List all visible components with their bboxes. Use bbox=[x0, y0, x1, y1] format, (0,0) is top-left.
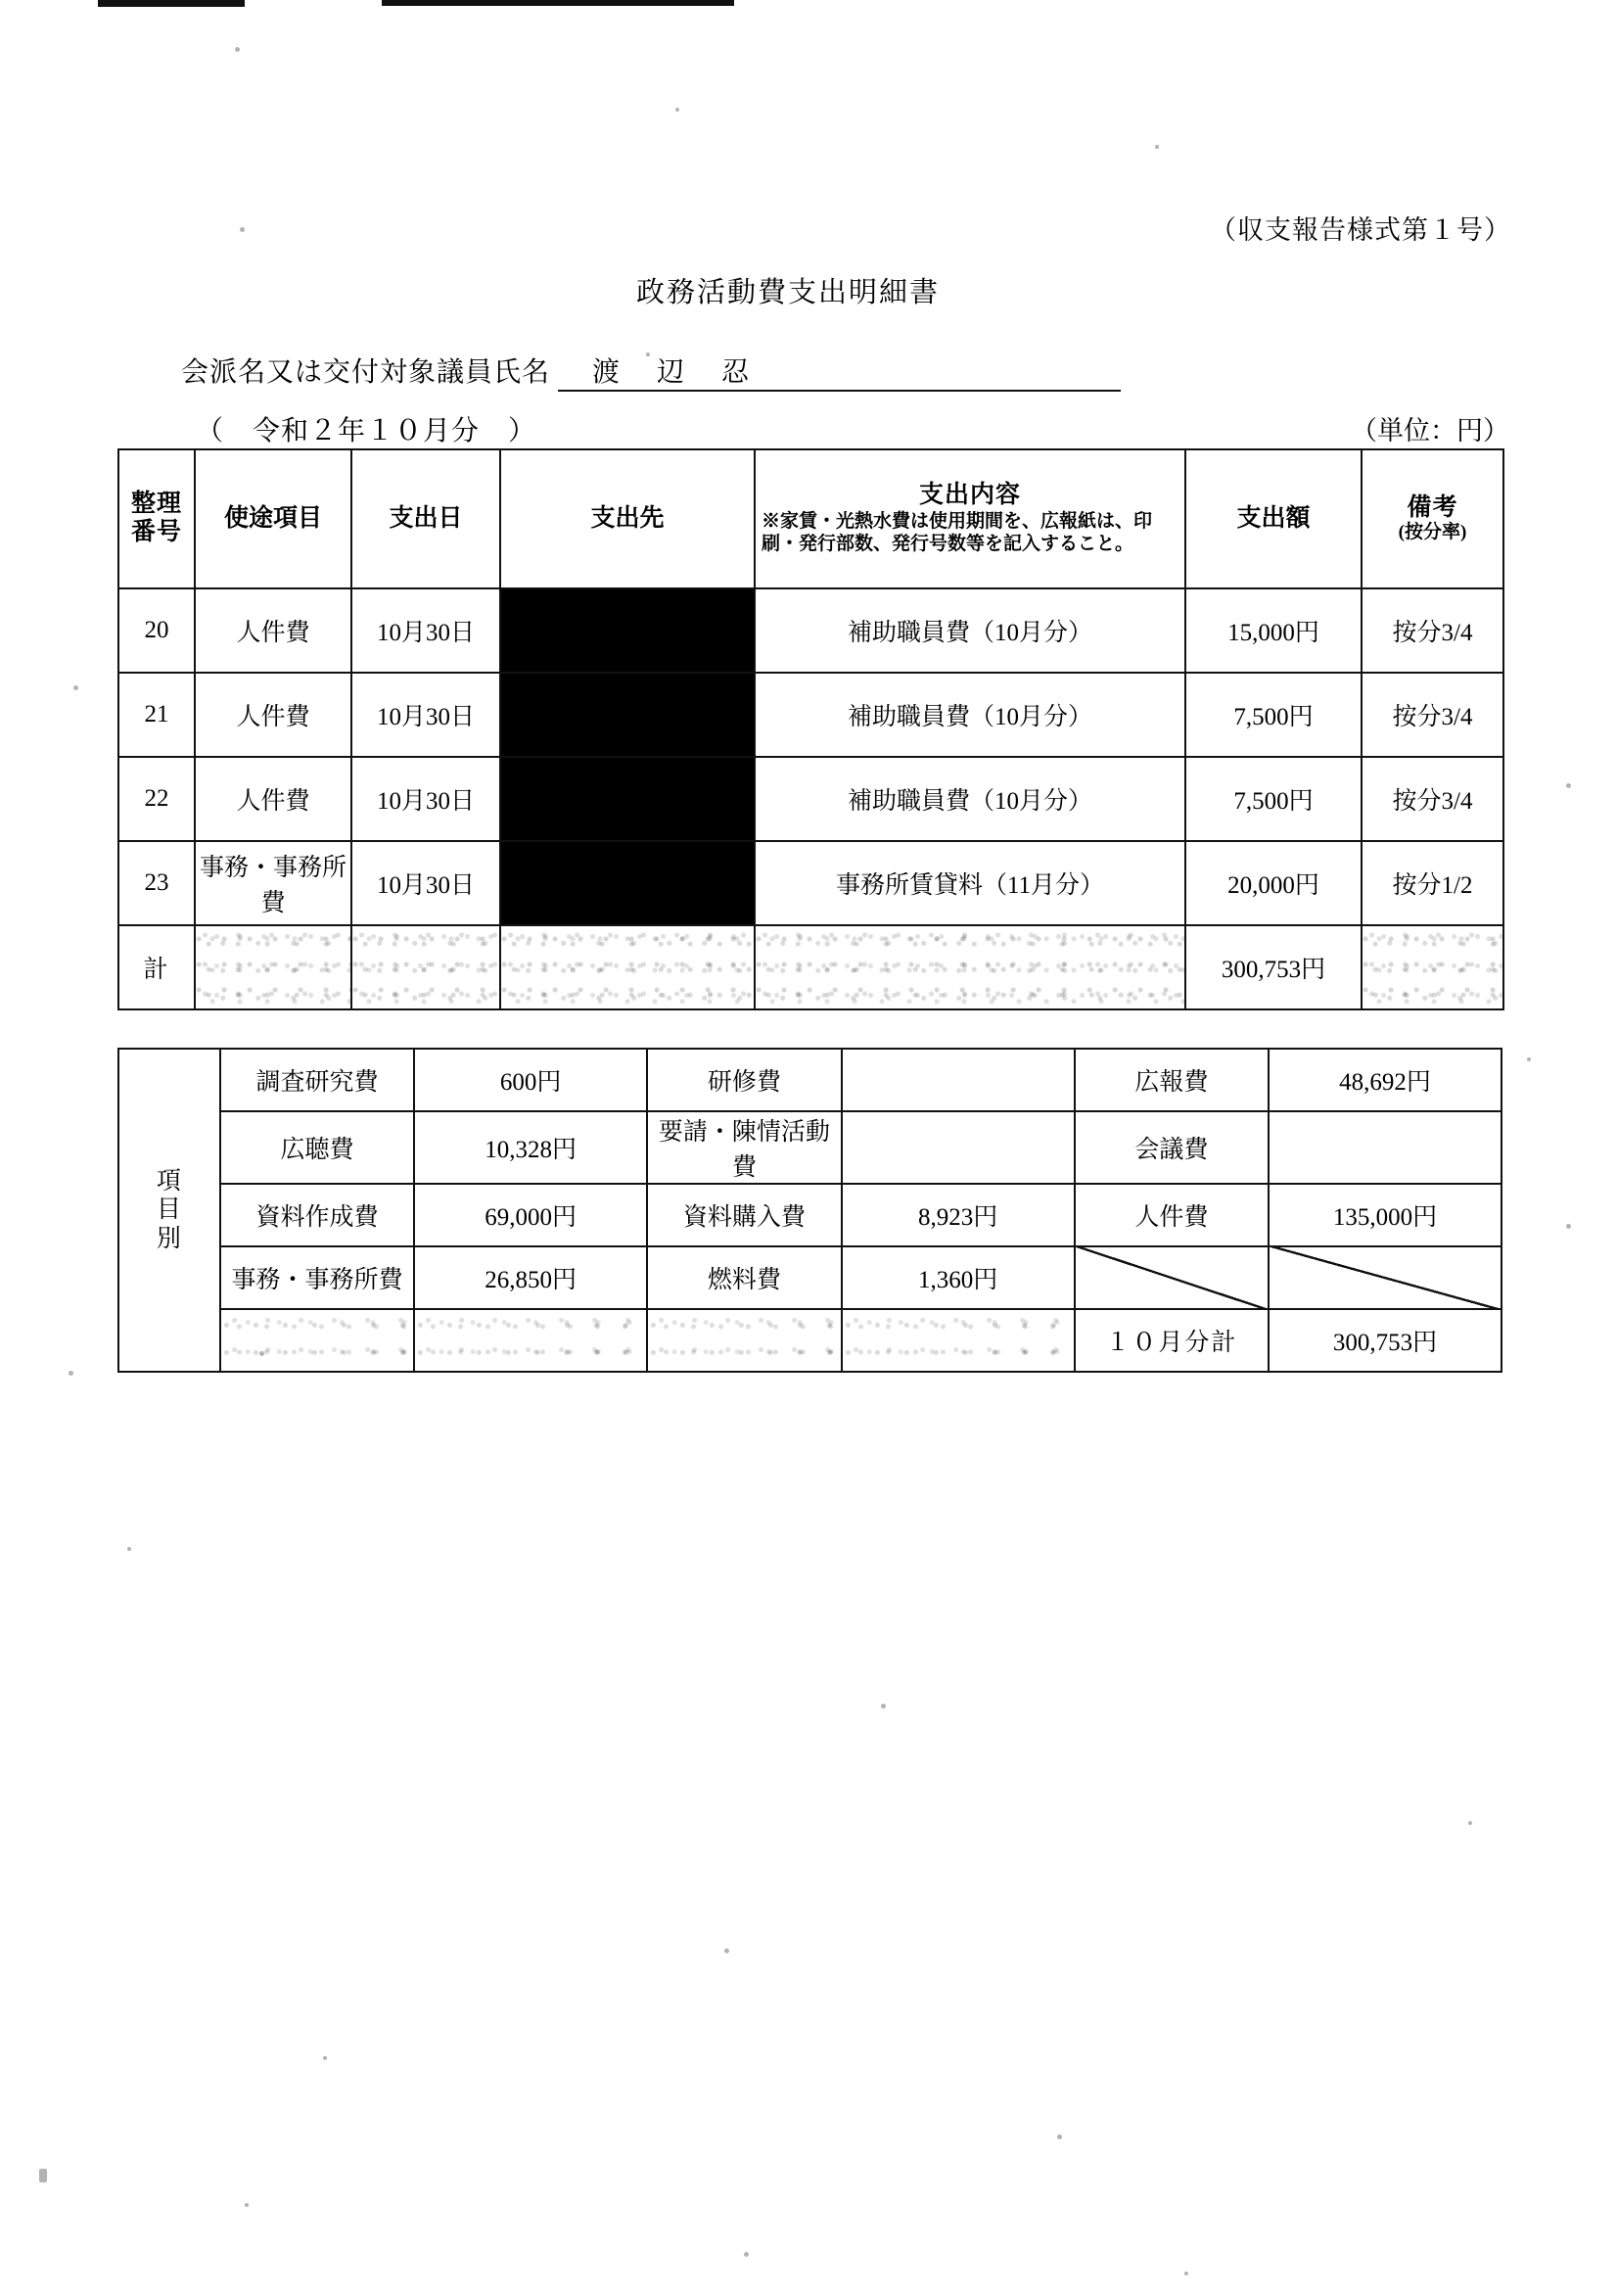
column-header-amount: 支出額 bbox=[1185, 449, 1362, 588]
member-name-value: 渡辺忍 bbox=[558, 351, 1121, 392]
cell-date: 10月30日 bbox=[351, 841, 500, 925]
cell-payee-redacted bbox=[500, 588, 755, 673]
total-blank-remark bbox=[1362, 925, 1503, 1009]
summary-key: 人件費 bbox=[1075, 1184, 1270, 1246]
unit-label: （単位：円） bbox=[1351, 416, 1509, 445]
cell-payee-redacted bbox=[500, 757, 755, 841]
column-header-payee: 支出先 bbox=[500, 449, 755, 588]
member-name-label: 会派名又は交付対象議員氏名 bbox=[181, 357, 551, 388]
summary-empty-diagonal bbox=[1269, 1246, 1502, 1309]
column-header-detail-note: ※家賃・光熱水費は使用期間を、広報紙は、印刷・発行部数、発行号数等を記入すること。 bbox=[762, 510, 1153, 555]
form-code: （収支報告様式第１号） bbox=[1210, 215, 1511, 245]
table-header-row bbox=[118, 449, 1503, 588]
cell-amount: 20,000円 bbox=[1185, 841, 1362, 925]
cell-payee-redacted bbox=[500, 673, 755, 757]
month-total-value: 300,753円 bbox=[1269, 1309, 1502, 1372]
column-header-remark-sub: (按分率) bbox=[1398, 522, 1467, 543]
total-blank-item bbox=[195, 925, 351, 1009]
summary-key: 要請・陳情活動費 bbox=[647, 1111, 842, 1184]
table-row bbox=[118, 673, 1503, 757]
table-row bbox=[118, 757, 1503, 841]
cell-remark: 按分3/4 bbox=[1362, 757, 1503, 841]
summary-row bbox=[118, 1184, 1502, 1246]
cell-amount: 7,500円 bbox=[1185, 757, 1362, 841]
cell-amount: 7,500円 bbox=[1185, 673, 1362, 757]
category-summary-table bbox=[117, 1048, 1502, 1373]
cell-amount: 15,000円 bbox=[1185, 588, 1362, 673]
table-total-row bbox=[118, 925, 1503, 1009]
cell-no: 23 bbox=[118, 841, 195, 925]
member-name-row bbox=[181, 351, 1121, 392]
column-header-detail bbox=[755, 449, 1185, 588]
cell-remark: 按分3/4 bbox=[1362, 673, 1503, 757]
summary-value: 1,360円 bbox=[842, 1246, 1075, 1309]
summary-blank bbox=[220, 1309, 415, 1372]
summary-key: 資料購入費 bbox=[647, 1184, 842, 1246]
summary-value bbox=[842, 1111, 1075, 1184]
summary-key: 広聴費 bbox=[220, 1111, 415, 1184]
period-label: （ 令和２年１０月分 ） bbox=[196, 416, 537, 446]
summary-row bbox=[118, 1111, 1502, 1184]
summary-value: 8,923円 bbox=[842, 1184, 1075, 1246]
table-row bbox=[118, 841, 1503, 925]
cell-item: 人件費 bbox=[195, 757, 351, 841]
cell-date: 10月30日 bbox=[351, 588, 500, 673]
cell-item: 人件費 bbox=[195, 673, 351, 757]
summary-side-label-char: 目 bbox=[156, 1196, 182, 1224]
cell-no: 20 bbox=[118, 588, 195, 673]
cell-date: 10月30日 bbox=[351, 757, 500, 841]
cell-payee-redacted bbox=[500, 841, 755, 925]
column-header-item: 使途項目 bbox=[195, 449, 351, 588]
total-blank-date bbox=[351, 925, 500, 1009]
summary-value bbox=[1269, 1111, 1502, 1184]
summary-blank bbox=[842, 1309, 1075, 1372]
summary-side-label bbox=[118, 1049, 220, 1372]
summary-total-row bbox=[118, 1309, 1502, 1372]
page-title: 政務活動費支出明細書 bbox=[636, 277, 941, 308]
summary-value: 26,850円 bbox=[414, 1246, 647, 1309]
cell-detail: 事務所賃貸料（11月分） bbox=[755, 841, 1185, 925]
column-header-remark bbox=[1362, 449, 1503, 588]
total-blank-detail bbox=[755, 925, 1185, 1009]
cell-detail: 補助職員費（10月分） bbox=[755, 673, 1185, 757]
summary-key: 調査研究費 bbox=[220, 1049, 415, 1111]
cell-date: 10月30日 bbox=[351, 673, 500, 757]
summary-key: 燃料費 bbox=[647, 1246, 842, 1309]
summary-key: 資料作成費 bbox=[220, 1184, 415, 1246]
summary-value: 69,000円 bbox=[414, 1184, 647, 1246]
table-row bbox=[118, 588, 1503, 673]
summary-empty-diagonal bbox=[1075, 1246, 1270, 1309]
summary-blank bbox=[414, 1309, 647, 1372]
summary-side-label-char: 項 bbox=[156, 1167, 182, 1195]
cell-no: 22 bbox=[118, 757, 195, 841]
cell-remark: 按分1/2 bbox=[1362, 841, 1503, 925]
cell-remark: 按分3/4 bbox=[1362, 588, 1503, 673]
summary-row bbox=[118, 1246, 1502, 1309]
summary-value: 600円 bbox=[414, 1049, 647, 1111]
summary-side-label-char: 別 bbox=[156, 1225, 182, 1252]
summary-value: 10,328円 bbox=[414, 1111, 647, 1184]
column-header-date: 支出日 bbox=[351, 449, 500, 588]
column-header-remark-title: 備考 bbox=[1407, 493, 1458, 521]
total-blank-payee bbox=[500, 925, 755, 1009]
summary-value bbox=[842, 1049, 1075, 1111]
summary-key: 広報費 bbox=[1075, 1049, 1270, 1111]
summary-value: 48,692円 bbox=[1269, 1049, 1502, 1111]
cell-no: 21 bbox=[118, 673, 195, 757]
summary-key: 事務・事務所費 bbox=[220, 1246, 415, 1309]
column-header-detail-title: 支出内容 bbox=[918, 481, 1021, 508]
column-header-no-line2: 番号 bbox=[130, 519, 182, 545]
summary-value: 135,000円 bbox=[1269, 1184, 1502, 1246]
total-label: 計 bbox=[118, 925, 195, 1009]
summary-blank bbox=[647, 1309, 842, 1372]
summary-key: 研修費 bbox=[647, 1049, 842, 1111]
expense-table bbox=[117, 448, 1504, 1010]
summary-key: 会議費 bbox=[1075, 1111, 1270, 1184]
summary-row bbox=[118, 1049, 1502, 1111]
total-amount: 300,753円 bbox=[1185, 925, 1362, 1009]
cell-item: 事務・事務所費 bbox=[195, 841, 351, 925]
cell-item: 人件費 bbox=[195, 588, 351, 673]
cell-detail: 補助職員費（10月分） bbox=[755, 588, 1185, 673]
column-header-no bbox=[118, 449, 195, 588]
column-header-no-line1: 整理 bbox=[130, 491, 182, 518]
month-total-label: １０月分計 bbox=[1075, 1309, 1270, 1372]
cell-detail: 補助職員費（10月分） bbox=[755, 757, 1185, 841]
